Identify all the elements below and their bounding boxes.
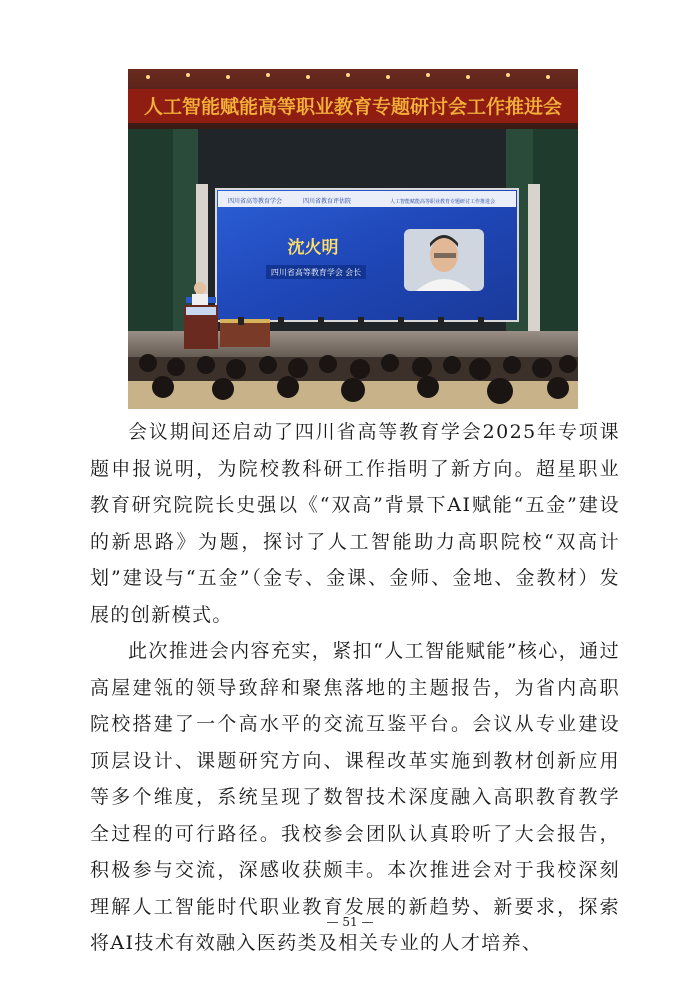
stage-table <box>220 321 270 347</box>
article-body <box>90 414 620 962</box>
screen-logo-1: 四川省高等教育学会 <box>228 199 283 205</box>
conference-photo <box>128 69 578 409</box>
page-number: — 51 — <box>326 915 374 929</box>
paragraph-1: 会议期间还启动了四川省高等教育学会2025年专项课题申报说明，为院校教科研工作指明了新方向。超星职业教育研究院院长史强以《“双高”背景下AI赋能“五金”建设的新思路》为题，探讨了人工智能助力高职院校“双高计划”建设与“五金”（金专、金课、金师、金地、金教材）发展的创新模式。 <box>90 421 620 626</box>
screen-logo-2: 四川省教育评估院 <box>303 199 352 205</box>
banner-text: 人工智能赋能高等职业教育专题研讨会工作推进会 <box>143 97 563 118</box>
paragraph-2: 此次推进会内容充实，紧扣“人工智能赋能”核心，通过高屋建瓴的领导致辞和聚焦落地的主题报告，为省内高职院校搭建了一个高水平的交流互鉴平台。会议从专业建设顶层设计、课题研究方向、课程改革实施到教材创新应用等多个维度，系统呈现了数智技术深度融入高职教育教学全过程的可行路径。我校参会团队认真聆听了大会报告，积极参与交流，深感收获颇丰。本次推进会对于我校深刻理解人工智能时代职业教育发展的新趋势、新要求，探索将AI技术有效融入医药类及相关专业的人才培养、 <box>90 640 620 954</box>
curtain-left <box>128 129 173 339</box>
screen-logo-3: 人工智能赋能高等职业教育专题研讨工作推进会 <box>390 199 496 205</box>
speaker-name: 沈火明 <box>287 238 339 257</box>
speaker-title: 四川省高等教育学会 会长 <box>270 268 362 277</box>
conference-scene <box>128 69 578 409</box>
